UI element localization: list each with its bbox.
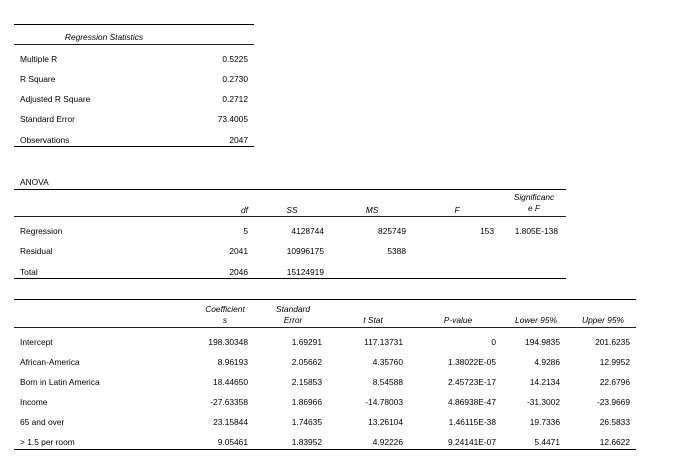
coef-label: > 1.5 per room bbox=[20, 437, 75, 447]
coef-pvalue: 1.38022E-05 bbox=[448, 357, 496, 367]
coef-lower: 5.4471 bbox=[534, 437, 560, 447]
regstats-title-rule bbox=[14, 44, 254, 45]
coef-upper: 12.9952 bbox=[599, 357, 630, 367]
anova-df: 2046 bbox=[229, 267, 248, 277]
coef-value: 198.30348 bbox=[208, 337, 248, 347]
coef-header-upper: Upper 95% bbox=[582, 315, 624, 325]
coef-pvalue: 0 bbox=[491, 337, 496, 347]
coef-tstat: 13.26104 bbox=[368, 417, 403, 427]
coef-header-coef: Coefficient bbox=[205, 304, 245, 314]
anova-header-df: df bbox=[241, 205, 248, 215]
coef-pvalue: 9.24141E-07 bbox=[448, 437, 496, 447]
anova-label: Regression bbox=[20, 226, 63, 236]
anova-df: 2041 bbox=[229, 246, 248, 256]
coef-upper: 201.6235 bbox=[595, 337, 630, 347]
regstats-value: 0.2712 bbox=[222, 94, 248, 104]
regstats-label: Observations bbox=[20, 135, 70, 145]
regstats-value: 73.4005 bbox=[217, 114, 248, 124]
regstats-label: Adjusted R Square bbox=[20, 94, 91, 104]
regstats-value: 2047 bbox=[229, 135, 248, 145]
anova-header-ss: SS bbox=[286, 205, 298, 215]
coef-lower: 4.9286 bbox=[534, 357, 560, 367]
regstats-label: Multiple R bbox=[20, 54, 58, 64]
coef-pvalue: 2.45723E-17 bbox=[448, 377, 496, 387]
anova-ss: 4128744 bbox=[291, 226, 324, 236]
coef-value: 18.44650 bbox=[213, 377, 248, 387]
anova-header-sigf-2: e F bbox=[527, 203, 541, 213]
coef-label: Income bbox=[20, 397, 48, 407]
regstats-title: Regression Statistics bbox=[64, 32, 144, 42]
regstats-value: 0.2730 bbox=[222, 74, 248, 84]
anova-ss: 10996175 bbox=[286, 246, 324, 256]
coef-lower: 194.9835 bbox=[525, 337, 560, 347]
coef-header-pvalue: P-value bbox=[443, 315, 473, 325]
coef-tstat: 4.92226 bbox=[372, 437, 403, 447]
anova-title: ANOVA bbox=[20, 177, 49, 187]
anova-label: Total bbox=[20, 267, 38, 277]
coef-lower: 14.2134 bbox=[529, 377, 560, 387]
coef-se: 2.05662 bbox=[291, 357, 322, 367]
regstats-top-rule bbox=[14, 24, 254, 25]
anova-header-sigf: Significanc bbox=[513, 192, 555, 202]
coef-tstat: 117.13731 bbox=[364, 337, 403, 347]
coef-label: African-America bbox=[20, 357, 80, 367]
coef-header-se: Standard bbox=[276, 304, 310, 314]
anova-ms: 825749 bbox=[378, 226, 406, 236]
anova-ms: 5388 bbox=[387, 246, 406, 256]
coef-value: -27.63358 bbox=[210, 397, 248, 407]
coef-upper: -23.9669 bbox=[596, 397, 630, 407]
coef-value: 8.96193 bbox=[217, 357, 248, 367]
anova-bottom-rule bbox=[14, 278, 566, 279]
regstats-value: 0.5225 bbox=[222, 54, 248, 64]
coef-header-lower: Lower 95% bbox=[515, 315, 557, 325]
coef-header-rule bbox=[14, 327, 636, 328]
coef-value: 9.05461 bbox=[217, 437, 248, 447]
coef-label: Born in Latin America bbox=[20, 377, 100, 387]
coef-pvalue: 4.86938E-47 bbox=[448, 397, 496, 407]
coef-bottom-rule bbox=[14, 449, 636, 450]
anova-header-rule bbox=[14, 216, 566, 217]
regstats-bottom-rule bbox=[14, 146, 254, 147]
coef-top-rule bbox=[14, 299, 636, 300]
coef-se: 1.86966 bbox=[291, 397, 322, 407]
coef-header-se-2: Error bbox=[283, 315, 303, 325]
coef-upper: 12.6622 bbox=[599, 437, 630, 447]
coef-lower: -31.3002 bbox=[526, 397, 560, 407]
coef-header-tstat: t Stat bbox=[363, 315, 383, 325]
coef-upper: 26.5833 bbox=[599, 417, 630, 427]
anova-sigf: 1.805E-138 bbox=[514, 226, 558, 236]
coef-se: 1.83952 bbox=[291, 437, 322, 447]
coef-label: 65 and over bbox=[20, 417, 65, 427]
anova-ss: 15124919 bbox=[286, 267, 324, 277]
coef-se: 2.15853 bbox=[291, 377, 322, 387]
anova-f: 153 bbox=[480, 226, 494, 236]
regstats-label: R Square bbox=[20, 74, 56, 84]
coef-pvalue: 1.46115E-38 bbox=[448, 417, 496, 427]
anova-df: 5 bbox=[243, 226, 248, 236]
coef-header-coef-2: s bbox=[222, 315, 228, 325]
coef-lower: 19.7336 bbox=[529, 417, 560, 427]
coef-label: Intercept bbox=[20, 337, 53, 347]
coef-value: 23.15844 bbox=[213, 417, 248, 427]
coef-se: 1.74635 bbox=[291, 417, 322, 427]
anova-header-ms: MS bbox=[365, 205, 379, 215]
anova-header-f: F bbox=[454, 205, 460, 215]
anova-label: Residual bbox=[20, 246, 53, 256]
coef-tstat: 8.54588 bbox=[372, 377, 403, 387]
coef-tstat: 4.35760 bbox=[372, 357, 403, 367]
regstats-label: Standard Error bbox=[20, 114, 75, 124]
coef-se: 1.69291 bbox=[291, 337, 322, 347]
coef-tstat: -14.78003 bbox=[365, 397, 403, 407]
coef-upper: 22.6796 bbox=[599, 377, 630, 387]
anova-top-rule bbox=[14, 189, 566, 190]
